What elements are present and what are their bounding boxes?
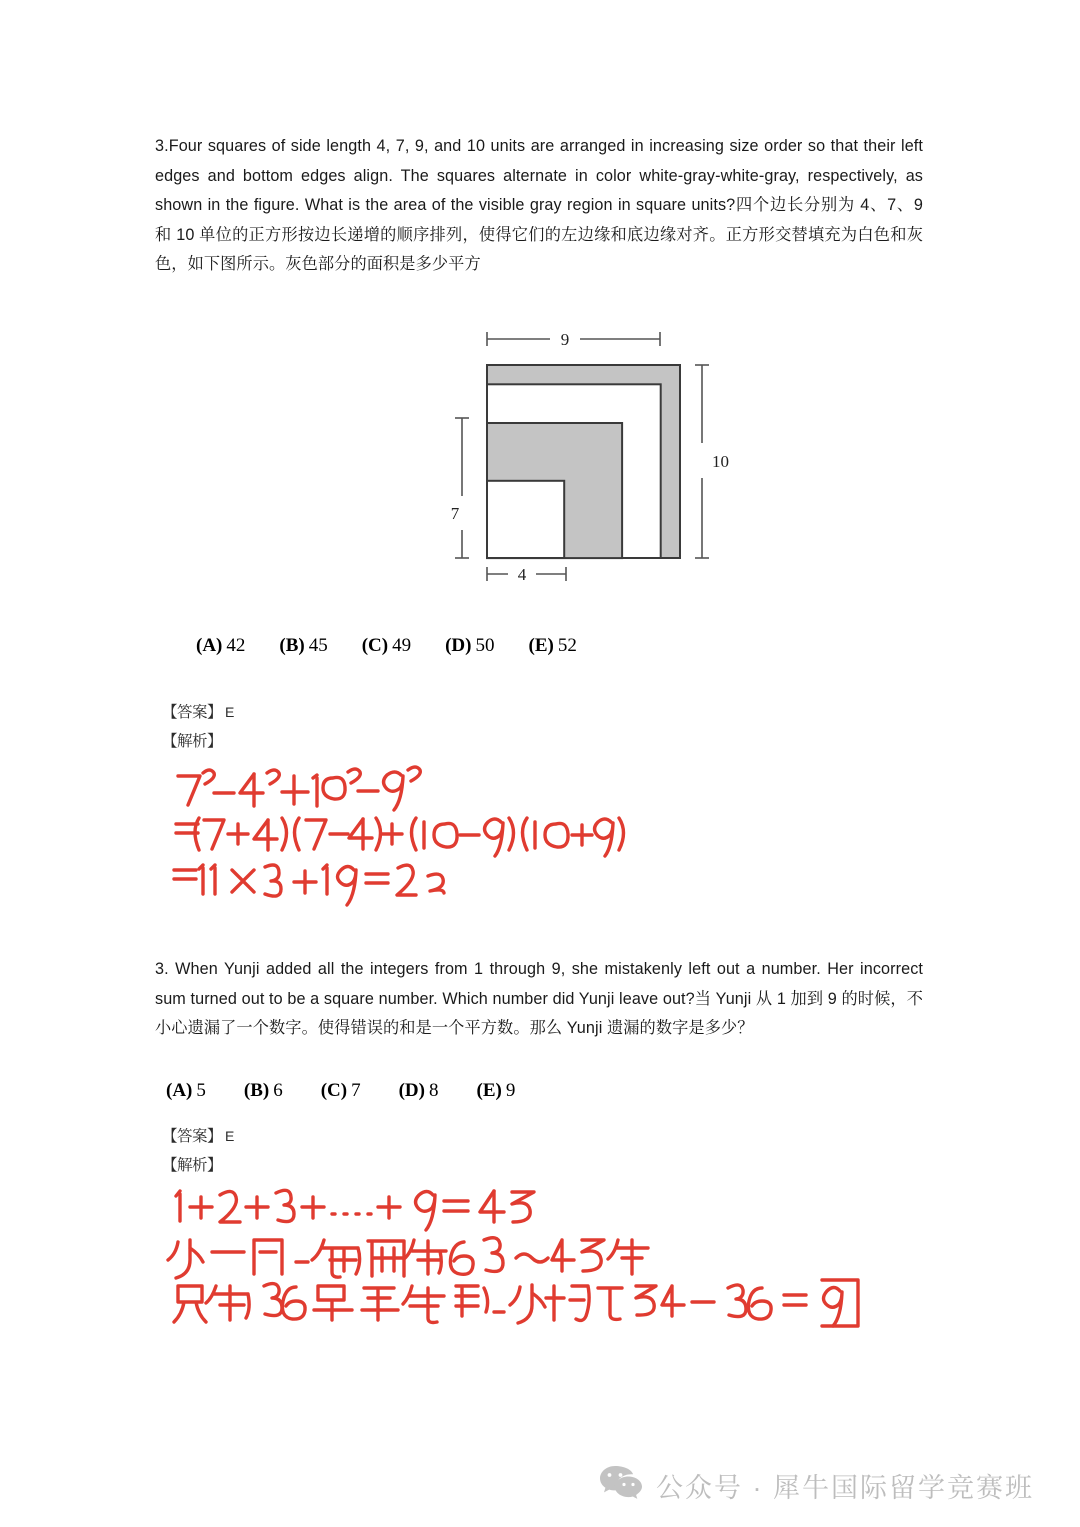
- answer-label: 【答案】: [162, 1128, 223, 1145]
- dimension-label-10: 10: [712, 452, 729, 471]
- nested-squares-figure: [440, 318, 740, 593]
- choice-a[interactable]: [196, 635, 245, 657]
- hand2-line-3: [174, 1280, 858, 1326]
- choice-b[interactable]: [244, 1080, 283, 1102]
- choice-d[interactable]: [399, 1080, 439, 1102]
- analysis-label: 【解析】: [162, 1157, 223, 1174]
- choice-c-label: (C): [320, 1080, 348, 1101]
- problem-2-answer-line: [162, 1122, 234, 1151]
- dimension-line-right: [695, 365, 709, 558]
- dimension-line-left: [455, 418, 469, 558]
- problem-1-statement: 3.Four squares of side length 4, 7, 9, and 10 units are arranged in increasing size order so that their left edges and bottom edges align. The squares alternate in color white-gray-white-gray, respectively, as shown in the figure. What is the area of the visible gray region in square units?四个边长分别为 4、7、9 和 10 单位的正方形按边长递增的顺序排列，使得它们的左边缘和底边缘对齐。正方形交替填充为白色和灰色，如下图所示。灰色部分的面积是多少平方: [155, 137, 923, 273]
- problem-2-statement: 3. When Yunji added all the integers from 1 through 9, she mistakenly left out a number. Her incorrect sum turned out to be a square number. Which number did Yunji leave out?当 Yunji 从 1 加到 9 的时候，不小心遗漏了一个数字。使得错误的和是一个平方数。那么 Yunji 遗漏的数字是多少？: [155, 960, 923, 1037]
- choice-e[interactable]: [477, 1080, 516, 1102]
- choice-c[interactable]: [321, 1080, 361, 1102]
- watermark-text: 公众号 · 犀牛国际留学竞赛班: [656, 1473, 1034, 1503]
- choice-d[interactable]: [445, 635, 494, 657]
- choice-e[interactable]: [529, 635, 577, 657]
- hand-line-3: [174, 865, 444, 905]
- problem-1-handwritten-solution: [170, 768, 600, 898]
- choice-a-value: 5: [196, 1080, 206, 1101]
- choice-a-label: (A): [196, 635, 223, 656]
- answer-label: 【答案】: [162, 704, 223, 721]
- wechat-icon: [600, 1466, 642, 1505]
- choice-d-label: (D): [398, 1080, 425, 1101]
- choice-b-value: 6: [273, 1080, 283, 1101]
- choice-c-value: 7: [351, 1080, 361, 1101]
- hand2-line-2: [168, 1238, 648, 1278]
- choice-a-label: (A): [166, 1080, 193, 1101]
- dimension-line-top: [487, 332, 660, 346]
- analysis-label: 【解析】: [162, 733, 223, 750]
- choice-e-value: 9: [505, 1080, 516, 1101]
- answer-value: E: [225, 704, 235, 720]
- choice-b-label: (B): [243, 1080, 270, 1101]
- hand-line-2: [176, 818, 624, 856]
- footer-watermark: [600, 1466, 1034, 1505]
- choice-b-label: (B): [279, 635, 305, 656]
- square-side-4: [487, 481, 564, 558]
- hand2-line-1: [176, 1190, 534, 1230]
- problem-2-handwritten-solution: [172, 1188, 642, 1333]
- choice-c-value: 49: [392, 635, 412, 656]
- choice-c-label: (C): [361, 635, 389, 656]
- choice-a-value: 42: [226, 635, 246, 656]
- choice-e-value: 52: [557, 635, 577, 656]
- choice-d-value: 50: [475, 635, 495, 656]
- problem-1-answer-block: [162, 698, 234, 756]
- dimension-label-4: 4: [517, 565, 527, 584]
- dimension-line-bottom: [487, 567, 566, 581]
- choice-c[interactable]: [362, 635, 411, 657]
- choice-d-value: 8: [429, 1080, 439, 1101]
- dimension-label-9: 9: [560, 330, 570, 349]
- choice-a[interactable]: [166, 1080, 206, 1102]
- problem-1-answer-choices: [196, 635, 577, 657]
- problem-1-answer-line: [162, 698, 234, 727]
- hand-line-1: [178, 767, 420, 810]
- answer-value: E: [225, 1128, 235, 1144]
- problem-2-answer-block: [162, 1122, 234, 1180]
- choice-e-label: (E): [528, 635, 554, 656]
- choice-b-value: 45: [308, 635, 328, 656]
- choice-e-label: (E): [476, 1080, 502, 1101]
- problem-2-answer-choices: [166, 1080, 515, 1102]
- choice-b[interactable]: [279, 635, 327, 657]
- dimension-label-7: 7: [450, 504, 460, 523]
- choice-d-label: (D): [445, 635, 472, 656]
